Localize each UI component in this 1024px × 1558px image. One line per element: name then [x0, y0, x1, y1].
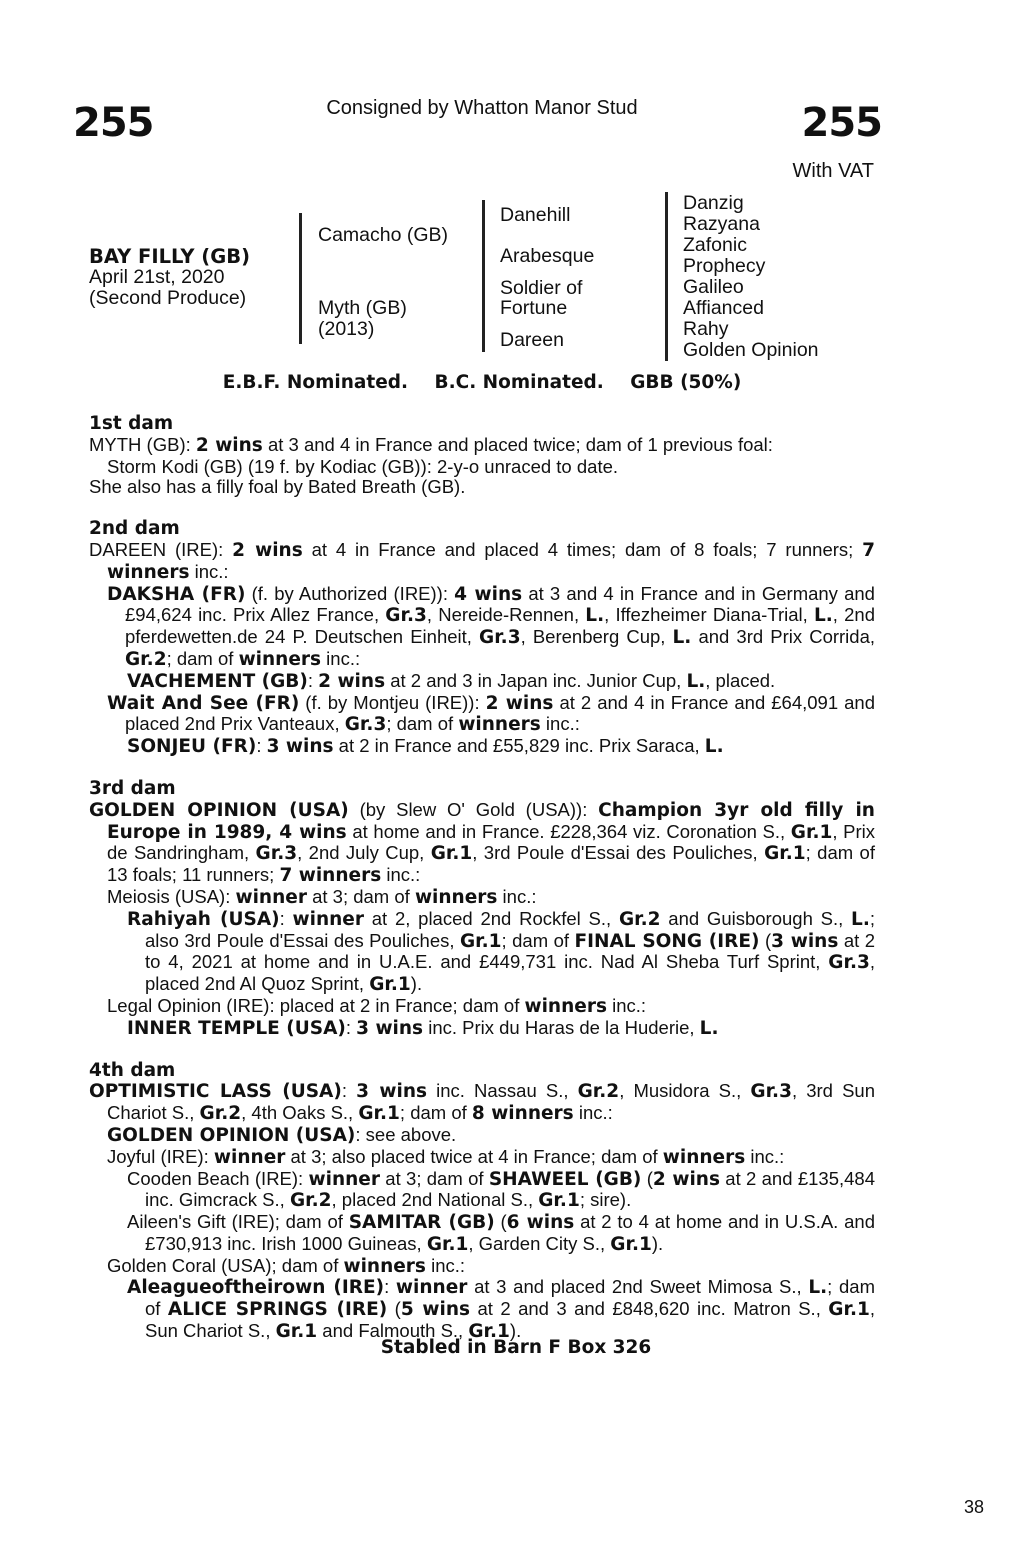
pedigree-grandsire-1: Danehill [500, 204, 571, 226]
nomination-ebf: E.B.F. Nominated. [222, 372, 409, 393]
horse-foaled: April 21st, 2020 [89, 266, 225, 288]
pedigree-grandsire-3b: Fortune [500, 297, 568, 319]
pedigree-ggs: Golden Opinion [683, 339, 819, 361]
pedigree-divider-2 [482, 200, 485, 352]
pedigree-sire: Camacho (GB) [318, 224, 449, 246]
fourth-dam-golden-opinion: GOLDEN OPINION (USA): see above. [107, 1123, 457, 1146]
third-dam-paragraph: GOLDEN OPINION (USA) (by Slew O' Gold (USA)): Champion 3yr old filly in Europe in 1989, 4 wins at home and in France. £228,364 viz. Coronation S., Gr.1, Prix de Sandringham, Gr.3, 2nd July Cup, Gr.1, 3rd Poule d'Essai des Pouliches, Gr.1; dam of 13 foals; 11 runners; 7 winners inc.: [89, 798, 876, 887]
page-number: 38 [963, 1497, 984, 1517]
fourth-dam-aleagueoftheirown: Aleagueoftheirown (IRE): winner at 3 and placed 2nd Sweet Mimosa S., L.; dam of ALICE SPRINGS (IRE) (5 wins at 2 and 3 and £848,620 inc. Matron S., Gr.1, Sun Chariot S., Gr.1 and Falmouth S., Gr.1). [127, 1276, 875, 1343]
third-dam-rahiyah: Rahiyah (USA): winner at 2, placed 2nd Rockfel S., Gr.2 and Guisborough S., L.; also 3rd Poule d'Essai des Pouliches, Gr.1; dam of FINAL SONG (IRE) (3 wins at 2 to 4, 2021 at home and in U.A.E. and £449,731 inc. Nad Al Sheba Turf Sprint, Gr.3, placed 2nd Al Quoz Sprint, Gr.1). [127, 907, 875, 996]
horse-title: BAY FILLY (GB) [89, 245, 250, 268]
pedigree-ggs: Affianced [683, 297, 764, 319]
pedigree-great-grandsires [683, 193, 819, 361]
pedigree-ggs: Danzig [683, 192, 744, 214]
second-dam-wait-and-see: Wait And See (FR) (f. by Montjeu (IRE)): 2 wins at 2 and 4 in France and £64,091 and placed 2nd Prix Vanteaux, Gr.3; dam of winners inc.: [107, 691, 875, 736]
nomination-gbb: GBB (50%) [630, 372, 742, 393]
fourth-dam-joyful: Joyful (IRE): winner at 3; also placed twice at 4 in France; dam of winners inc.: [107, 1145, 785, 1168]
pedigree-dam-year: (2013) [318, 318, 375, 340]
pedigree-ggs: Galileo [683, 276, 744, 298]
third-dam-legal-opinion: Legal Opinion (IRE): placed at 2 in France; dam of winners inc.: [107, 994, 647, 1017]
stabled-info: Stabled in Barn F Box 326 [380, 1337, 652, 1358]
first-dam-note: She also has a filly foal by Bated Breath (GB). [89, 476, 466, 498]
pedigree-dam: Myth (GB) [318, 297, 407, 319]
fourth-dam-paragraph: OPTIMISTIC LASS (USA): 3 wins inc. Nassau S., Gr.2, Musidora S., Gr.3, 3rd Sun Chariot S., Gr.2, 4th Oaks S., Gr.1; dam of 8 winners inc.: [89, 1080, 875, 1125]
nominations [0, 372, 964, 393]
second-dam-sonjeu: SONJEU (FR): 3 wins at 2 in France and £55,829 inc. Prix Saraca, L. [127, 735, 724, 758]
pedigree-ggs: Razyana [683, 213, 760, 235]
catalogue-body [89, 414, 875, 1343]
pedigree-divider-3 [665, 192, 668, 361]
second-dam-paragraph: DAREEN (IRE): 2 wins at 4 in France and placed 4 times; dam of 8 foals; 7 runners; 7 winners inc.: [89, 538, 875, 583]
lot-number-left: 255 [73, 100, 154, 146]
pedigree-grandsire-2: Arabesque [500, 245, 595, 267]
second-dam-vachement: VACHEMENT (GB): 2 wins at 2 and 3 in Japan inc. Junior Cup, L., placed. [127, 669, 776, 692]
pedigree-grandsire-3: Soldier of [500, 277, 583, 299]
second-dam-daksha: DAKSHA (FR) (f. by Authorized (IRE)): 4 wins at 3 and 4 in France and in Germany and £94,624 inc. Prix Allez France, Gr.3, Nereide-Rennen, L., Iffezheimer Diana-Trial, L., 2nd pferdewetten.de 24 P. Deutschen Einheit, Gr.3, Berenberg Cup, L. and 3rd Prix Corrida, Gr.2; dam of winners inc.: [107, 582, 876, 670]
horse-produce: (Second Produce) [89, 287, 247, 309]
pedigree-ggs: Zafonic [683, 234, 747, 256]
first-dam-paragraph: MYTH (GB): 2 wins at 3 and 4 in France and placed twice; dam of 1 previous foal: [89, 433, 773, 456]
horse-info [89, 246, 250, 309]
first-dam-foal: Storm Kodi (GB) (19 f. by Kodiac (GB)): 2-y-o unraced to date. [107, 455, 619, 477]
third-dam-meiosis: Meiosis (USA): winner at 3; dam of winners inc.: [107, 885, 537, 908]
section-second-dam: 2nd dam [89, 518, 180, 540]
fourth-dam-cooden-beach: Cooden Beach (IRE): winner at 3; dam of SHAWEEL (GB) (2 wins at 2 and £135,484 inc. Gimcrack S., Gr.2, placed 2nd National S., Gr.1; sire). [127, 1167, 875, 1212]
vat-label: With VAT [792, 160, 874, 182]
fourth-dam-aileens-gift: Aileen's Gift (IRE); dam of SAMITAR (GB) (6 wins at 2 to 4 at home and in U.S.A. and £730,913 inc. Irish 1000 Guineas, Gr.1, Garden City S., Gr.1). [127, 1211, 875, 1255]
section-first-dam: 1st dam [89, 413, 174, 434]
fourth-dam-golden-coral: Golden Coral (USA); dam of winners inc.: [107, 1254, 466, 1277]
nomination-bc: B.C. Nominated. [434, 372, 604, 393]
pedigree-ggs: Rahy [683, 318, 729, 340]
consignor: Consigned by Whatton Manor Stud [326, 97, 638, 119]
pedigree-grandsire-4: Dareen [500, 329, 564, 351]
third-dam-inner-temple: INNER TEMPLE (USA): 3 wins inc. Prix du Haras de la Huderie, L. [127, 1016, 719, 1039]
section-fourth-dam: 4th dam [89, 1059, 176, 1081]
section-third-dam: 3rd dam [89, 777, 176, 799]
pedigree-ggs: Prophecy [683, 255, 766, 277]
pedigree-divider-1 [299, 213, 302, 344]
lot-number-right: 255 [801, 100, 882, 146]
